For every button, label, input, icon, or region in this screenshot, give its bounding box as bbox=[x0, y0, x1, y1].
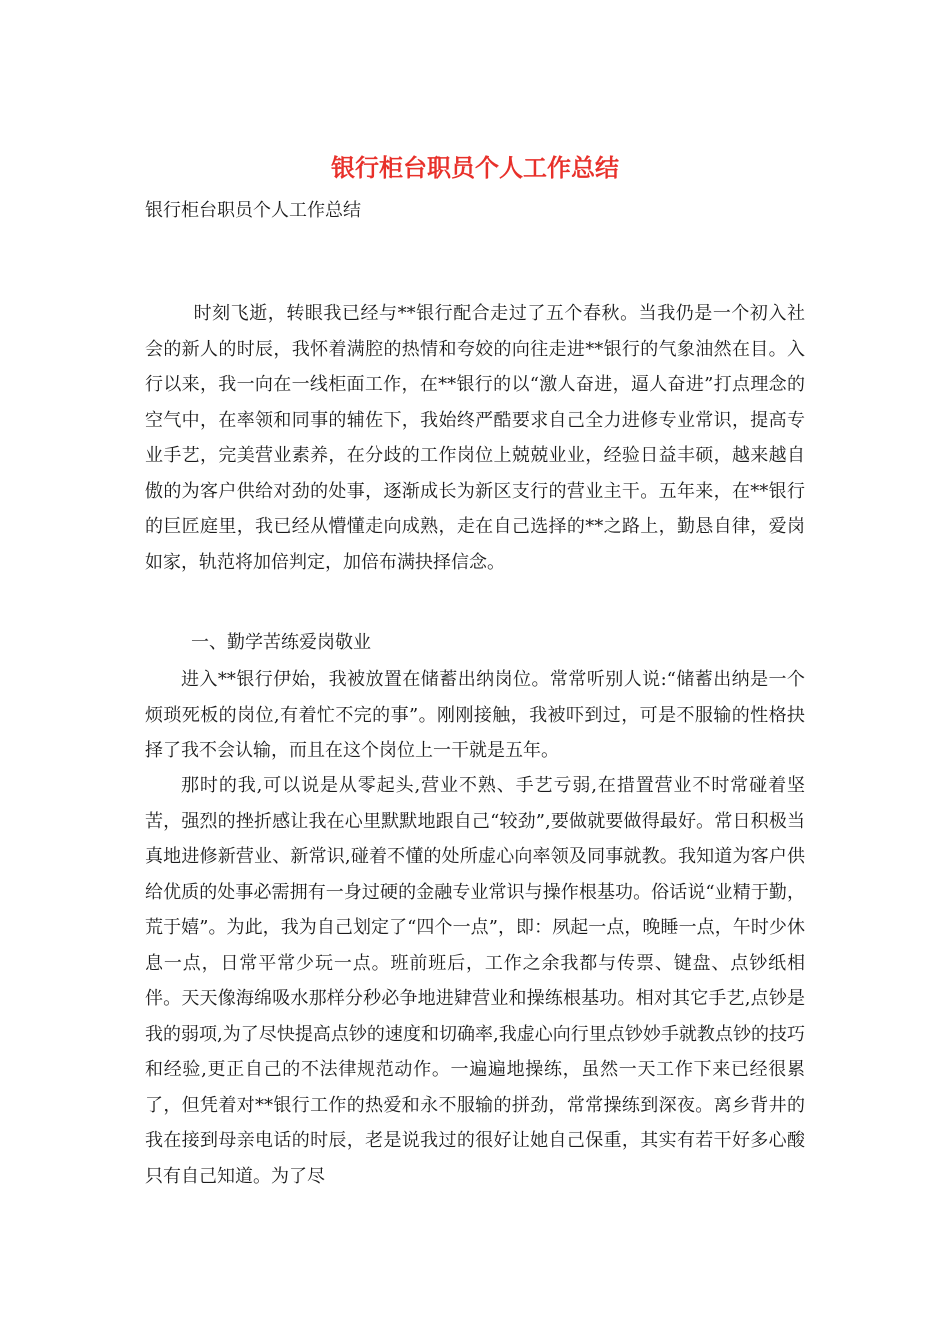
paragraph-intro: 时刻飞逝，转眼我已经与**银行配合走过了五个春秋。当我仍是一个初入社会的新人的时辰，我怀着满腔的热情和夸姣的向往走进**银行的气象油然在目。入行以来，我一向在一线柜面工作，在**银行的以“激人奋进，逼人奋进”打点理念的空气中，在率领和同事的辅佐下，我始终严酷要求自己全力进修专业常识，提高专业手艺，完美营业素养，在分歧的工作岗位上兢兢业业，经验日益丰硕，越来越自傲的为客户供给对劲的处事，逐渐成长为新区支行的营业主干。五年来，在**银行的巨匠庭里，我已经从懵懂走向成熟，走在自己选择的**之路上，勤恳自律，爱岗如家，轨范将加倍判定，加倍布满抉择信念。 bbox=[145, 303, 805, 573]
paragraph-body: 进入**银行伊始，我被放置在储蓄出纳岗位。常常听别人说:“储蓄出纳是一个烦琐死板的岗位,有着忙不完的事”。刚刚接触，我被吓到过，可是不服输的性格抉择了我不会认输，而且在这个岗位上一干就是五年。 bbox=[145, 669, 805, 761]
section-heading: 一、勤学苦练爱岗敬业 bbox=[191, 632, 371, 653]
document-title: 银行柜台职员个人工作总结 bbox=[331, 153, 619, 182]
paragraph-body: 那时的我,可以说是从零起头,营业不熟、手艺亏弱,在措置营业不时常碰着坚苦，强烈的挫折感让我在心里默默地跟自己“较劲”,要做就要做得最好。常日积极当真地进修新营业、新常识,碰着不懂的处所虚心向率领及同事就教。我知道为客户供给优质的处事必需拥有一身过硬的金融专业常识与操作根基功。俗话说“业精于勤，荒于嬉”。为此，我为自己划定了“四个一点”，即：夙起一点，晚睡一点，午时少休息一点，日常平常少玩一点。班前班后，工作之余我都与传票、键盘、点钞纸相伴。天天像海绵吸水那样分秒必争地进肄营业和操练根基功。相对其它手艺,点钞是我的弱项,为了尽快提高点钞的速度和切确率,我虚心向行里点钞妙手就教点钞的技巧和经验,更正自己的不法律规范动作。一遍遍地操练，虽然一天工作下来已经很累了，但凭着对**银行工作的热爱和永不服输的拼劲，常常操练到深夜。离乡背井的我在接到母亲电话的时辰，老是说我过的很好让她自己保重，其实有若干好多心酸只有自己知道。为了尽 bbox=[145, 775, 805, 1187]
document-subtitle: 银行柜台职员个人工作总结 bbox=[145, 200, 361, 221]
